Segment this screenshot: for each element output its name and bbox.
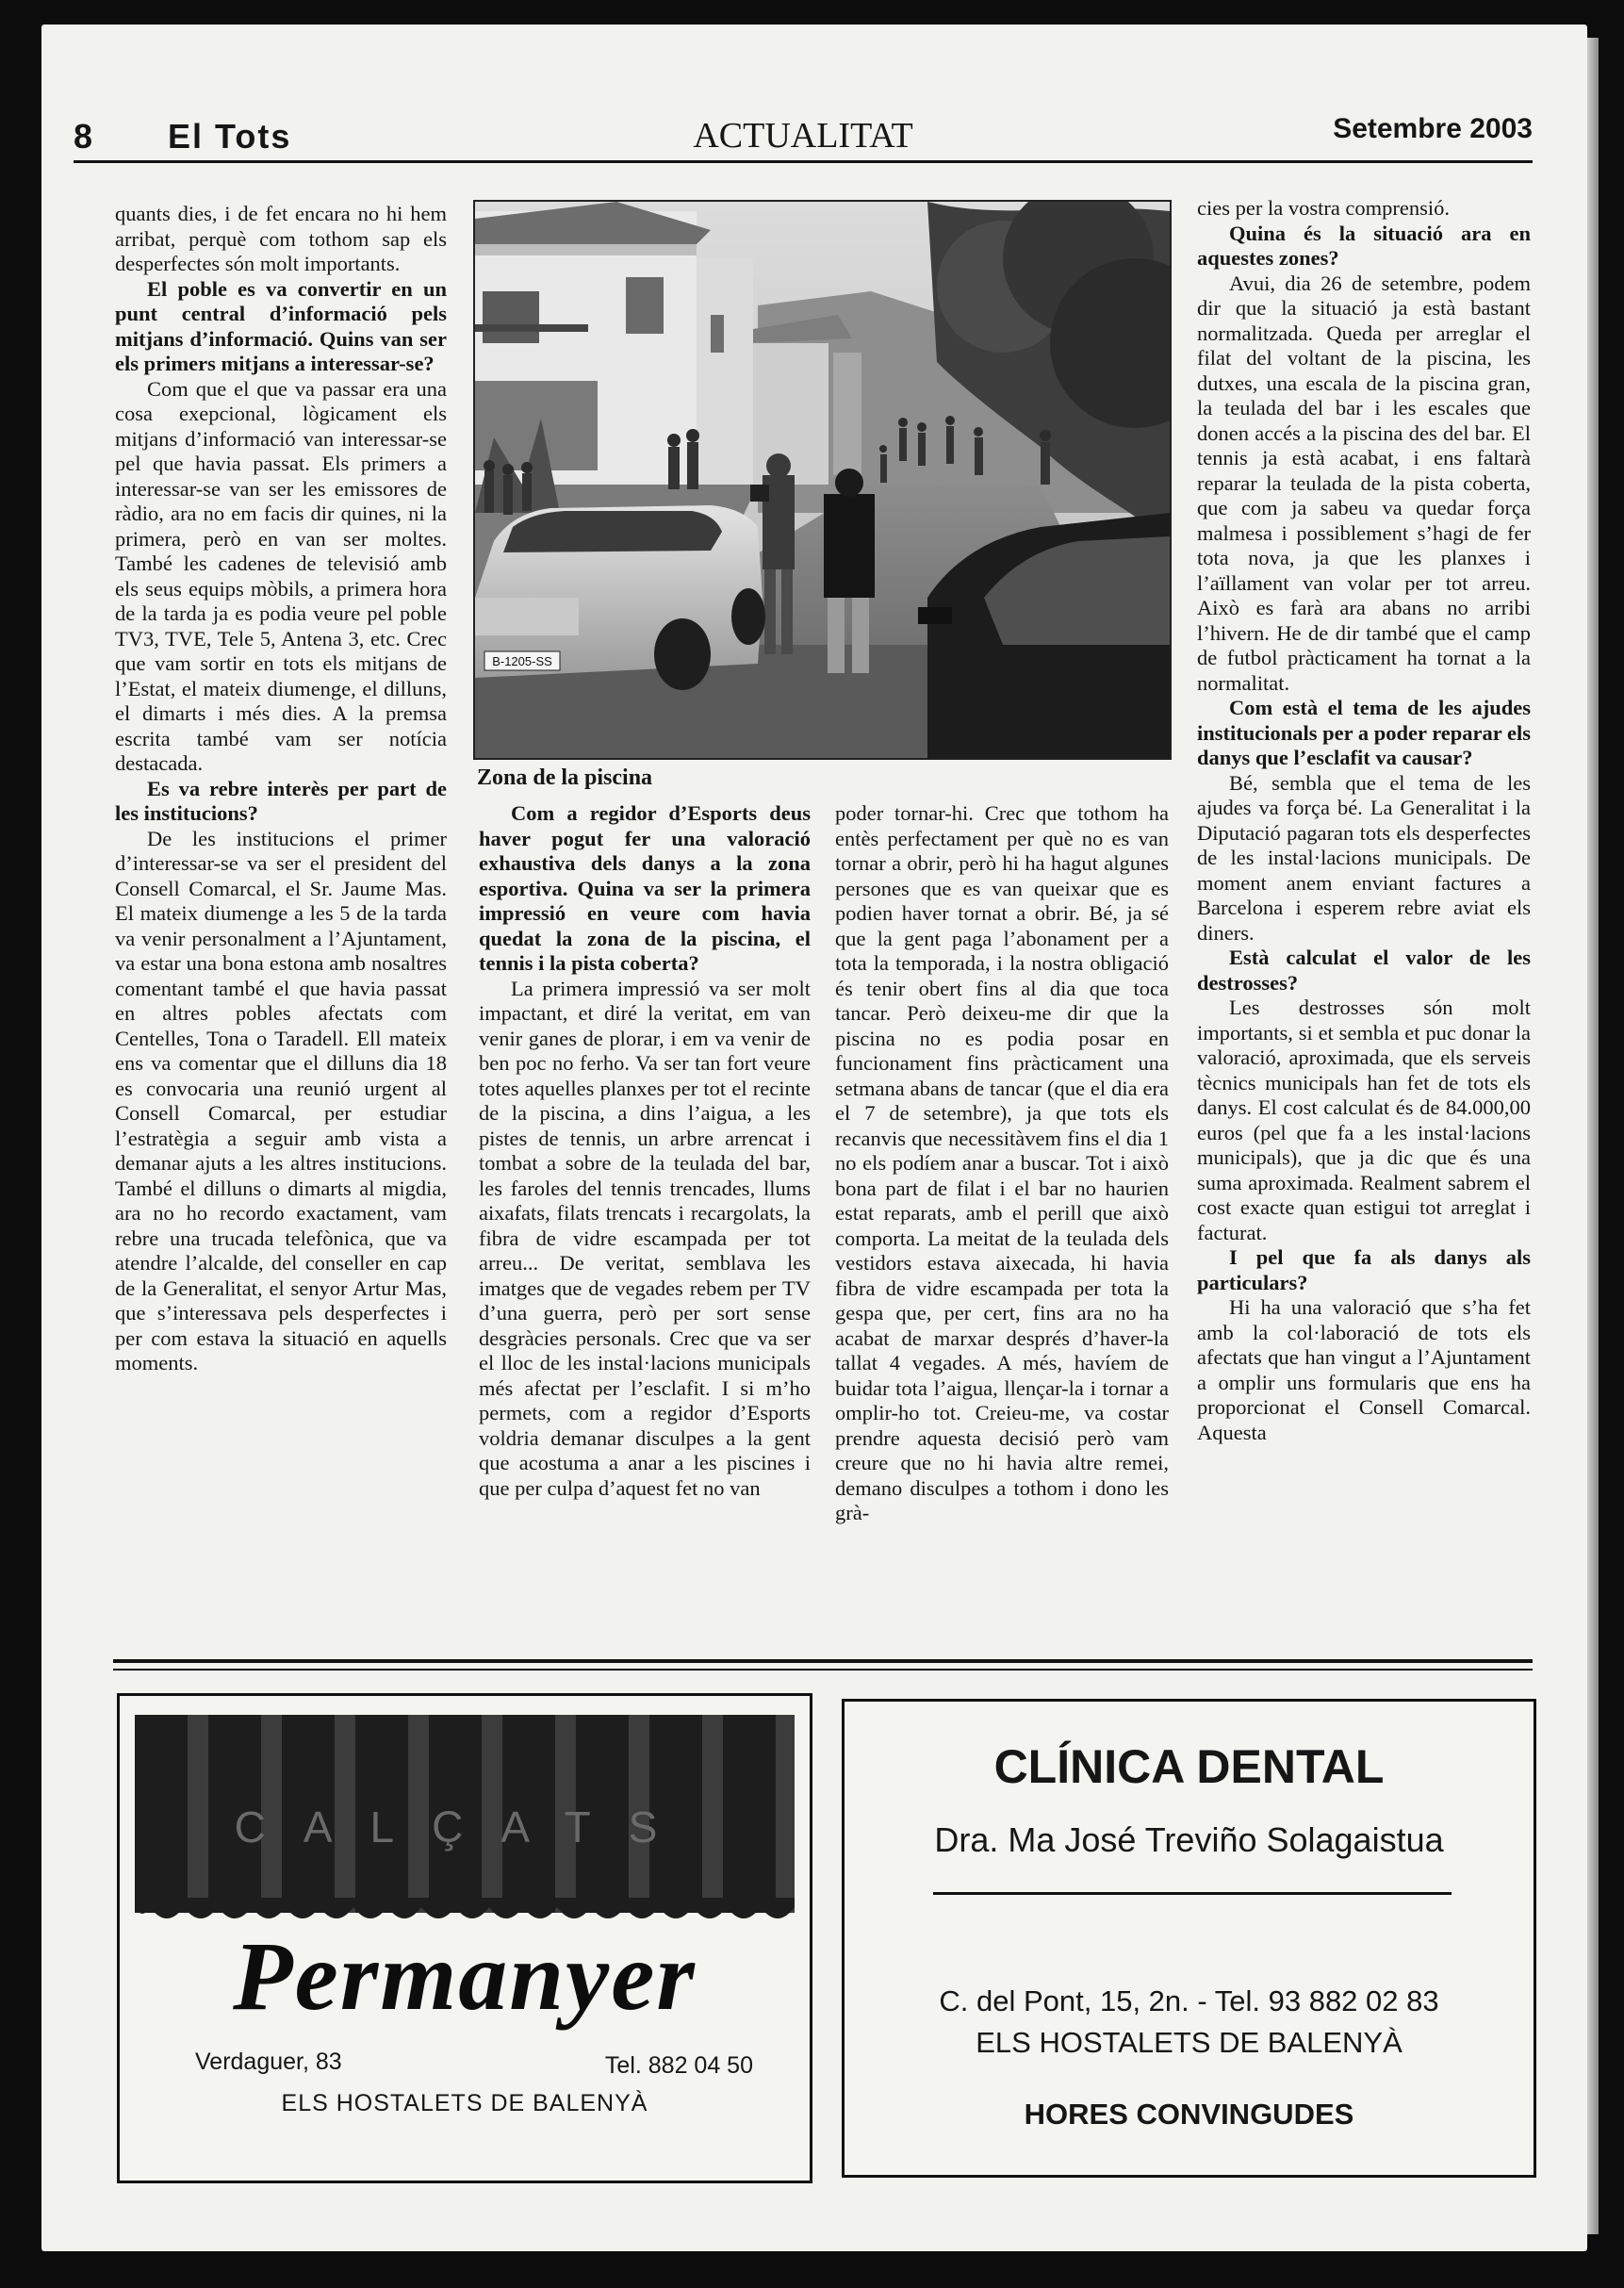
street-photo-image xyxy=(475,202,1170,758)
clinica-dental-ad xyxy=(842,1699,1536,2178)
awning-graphic xyxy=(135,1715,795,1913)
paragraph: quants dies, i de fet encara no hi hem arribat, perquè com tothom sap els desperfectes són molt importants. xyxy=(115,202,447,275)
paragraph: Com que el que va passar era una cosa exepcional, lògicament els mitjans d’informació van interessar-se pel que havia passat. Els primers a interessar-se van ser les emissores de ràdio, ara no em facis dir quines, ni la primera, però en van ser moltes. També les cadenes de televisió amb els seus equips mòbils, a primera hora de la tarda ja es podia veure pel poble TV3, TVE, Tele 5, Antena 3, etc. Crec que vam sortir en tots els mitjans de l’Estat, el mateix diumenge, el dilluns, el dimarts i més dies. A la premsa escrita també vam ser notícia destacada. xyxy=(115,376,447,775)
section-divider-thin xyxy=(113,1669,1533,1671)
paragraph: Bé, sembla que el tema de les ajudes va força bé. La Generalitat i la Diputació pagaran tots els desperfectes de les instal·lacions municipals. De moment anem enviant factures a Barcelona i esperem rebre aviat els diners. xyxy=(1197,770,1531,945)
awning-text: CALÇATS xyxy=(234,1802,696,1852)
question: Com a regidor d’Esports deus haver pogut fer una valoració exhaustiva dels danys a la zona esportiva. Quina va ser la primera impressió en veure com havia quedat la zona de la piscina, el tennis i la pista coberta? xyxy=(479,801,811,975)
header-rule xyxy=(74,160,1533,163)
clinic-town: ELS HOSTALETS DE BALENYÀ xyxy=(976,2026,1403,2059)
question: I pel que fa als danys als particulars? xyxy=(1197,1245,1531,1294)
article-column-4 xyxy=(1197,196,1531,1625)
shop-phone: Tel. 882 04 50 xyxy=(604,2052,753,2079)
clinic-hours: HORES CONVINGUDES xyxy=(1024,2098,1354,2131)
paragraph: Hi ha una valoració que s’ha fet amb la col·laboració de tots els afectats que han vingut a l’Ajuntament a omplir uns formularis que ens ha proporcionat el Consell Comarcal. Aquesta xyxy=(1197,1295,1531,1444)
section-divider xyxy=(113,1659,1533,1663)
street-photo xyxy=(473,200,1172,760)
clinic-address: C. del Pont, 15, 2n. - Tel. 93 882 02 83 xyxy=(939,1984,1439,2017)
article-column-1 xyxy=(115,202,447,1631)
question: Quina és la situació ara en aquestes zones? xyxy=(1197,221,1531,270)
section-title: ACTUALITAT xyxy=(693,116,913,156)
page-header xyxy=(74,111,1533,164)
publication-name: El Tots xyxy=(168,117,292,156)
clinic-divider xyxy=(933,1892,1452,1895)
license-plate: B-1205-SS xyxy=(492,654,552,668)
question: Com està el tema de les ajudes institucionals per a poder reparar els danys que l’esclafit va causar? xyxy=(1197,696,1531,769)
paragraph: Avui, dia 26 de setembre, podem dir que la situació ja està bastant normalitzada. Queda per arreglar el filat del voltant de la piscina, les dutxes, una escala de la piscina gran, la teulada del bar i les escales que donen accés a la piscina des del bar. El tennis ja està acabat, i ens faltarà reparar la teulada de la pista coberta, que com ja sabeu va quedar força malmesa i possiblement s’hagi de fer tota nova, ja que les planxes i l’aïllament van volar per tot arreu. Això es farà ara abans no arribi l’hivern. He de dir també que el camp de futbol pràcticament ha tornat a la normalitat. xyxy=(1197,271,1531,695)
article-column-2 xyxy=(479,801,811,1646)
question: El poble es va convertir en un punt central d’informació pels mitjans d’informació. Quins van ser els primers mitjans a interessar-se? xyxy=(115,276,447,375)
photo-caption: Zona de la piscina xyxy=(477,765,653,790)
question: Està calculat el valor de les destrosses? xyxy=(1197,946,1531,995)
paragraph: poder tornar-hi. Crec que tothom ha entès perfectament per què no es van tornar a obrir, però hi ha hagut algunes persones que es van queixar que es podien haver tornat a obrir. Bé, ja sé que la gent paga l’abonament per a tota la temporada, i la nostra obligació és tenir obert fins al dia que toca tancar. Però deixeu-me dir que la piscina no es podia posar en funcionament fins pràcticament una setmana abans de tancar (que el dia era el 7 de setembre), ja que tots els recanvis que necessitàvem fins el dia 1 no els podíem anar a buscar. Tot i això bona part de filat i el bar no haurien estat reparats, amb el perill que això comporta. La meitat de la teulada dels vestidors estava aixecada, hi havia fibra de vidre escampada per tota la gespa que, per cert, fins ara no ha acabat de marxar després d’haver-la tallat 4 vegades. A més, havíem de buidar tota l’aigua, llençar-la i tornar a omplir-ho tot. Creieu-me, va costar prendre aquesta decisió però vam creure que no hi havia altre remei, demano disculpes a tothom i dono les grà- xyxy=(835,801,1169,1524)
paragraph: La primera impressió va ser molt impactant, et diré la veritat, em van venir ganes de plorar, i em va venir de ben poc no ferho. Va ser tan fort veure totes aquelles planxes per tot el recinte de la piscina, a dins l’aigua, a les pistes de tennis, un arbre arrencat i tombat a sobre de la teulada del bar, les faroles del tennis trencades, llums aixafats, filats trencats i recargolats, la fibra de vidre escampada per tot arreu... De veritat, semblava les imatges que de vegades rebem per TV d’una guerra, però per sort sense desgràcies personals. Crec que va ser el lloc de les instal·lacions municipals més afectat per l’esclafit. I si m’ho permets, com a regidor d’Esports voldria demanar disculpes a la gent que acostuma a anar a les piscines i que per culpa d’aquest fet no van xyxy=(479,976,811,1500)
issue-date: Setembre 2003 xyxy=(1333,113,1533,144)
page-number: 8 xyxy=(74,117,93,156)
article-column-3 xyxy=(835,801,1169,1646)
question: Es va rebre interès per part de les institucions? xyxy=(115,776,447,825)
paragraph: cies per la vostra comprensió. xyxy=(1197,196,1451,220)
doctor-name: Dra. Ma José Treviño Solagaistua xyxy=(934,1820,1444,1859)
clinic-title: CLÍNICA DENTAL xyxy=(993,1740,1385,1793)
paragraph: Les destrosses són molt importants, si et sembla et puc donar la valoració, aproximada, que els serveis tècnics municipals han fet de tots els danys. El cost calculat és de 84.000,00 euros (pel que fa a les instal·lacions municipals), que ja dic que és una suma aproximada. Realment sabrem el cost exacte quan estigui tot arreglat i facturat. xyxy=(1197,996,1531,1244)
paragraph: De les institucions el primer d’interessar-se va ser el president del Consell Comarcal, el Sr. Jaume Mas. El mateix diumenge a les 5 de la tarda va venir personalment a l’Ajuntament, va estar una bona estona amb nosaltres comentant també el que havia passat en altres pobles afectats com Centelles, Tona o Taradell. Ell mateix ens va comentar que el dilluns dia 18 es convocaria una reunió urgent al Consell Comarcal, per estudiar l’estratègia a seguir amb vista a demanar ajuts a les altres institucions. També el dilluns o dimarts al migdia, ara no ho recordo exactament, vam rebre una trucada telefònica, que va atendre l’alcalde, del conseller en cap de la Generalitat, el senyor Artur Mas, que s’interessava pels desperfectes i per com estava la situació en aquells moments. xyxy=(115,826,447,1374)
calcats-permanyer-ad xyxy=(117,1693,812,2183)
brand-logo: Permanyer xyxy=(233,1922,697,2031)
shop-address: Verdaguer, 83 xyxy=(195,2049,342,2075)
shop-town: ELS HOSTALETS DE BALENYÀ xyxy=(281,2090,648,2116)
page-edge xyxy=(1587,38,1599,2234)
